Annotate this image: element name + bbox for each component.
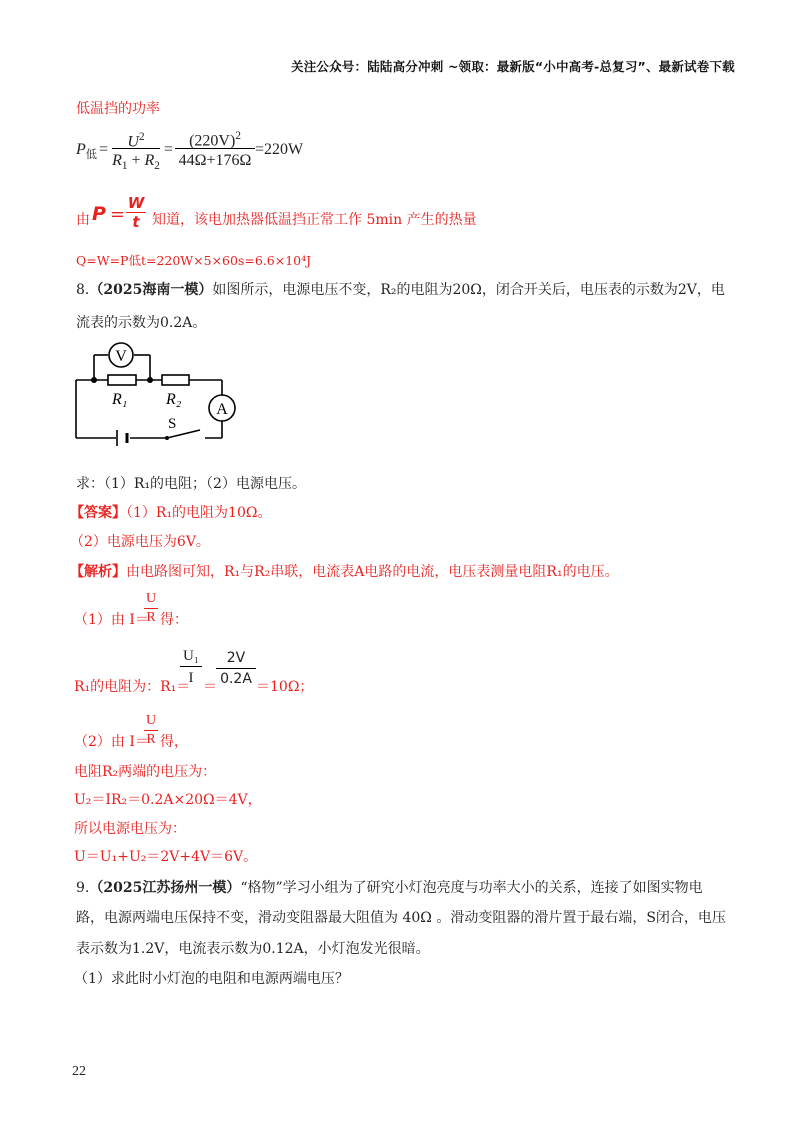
source-title: 所以电源电压为： [74, 821, 186, 837]
q9-number: 9. [76, 880, 90, 896]
source-calc: U＝U₁+U₂＝2V+4V＝6V。 [74, 849, 258, 865]
switch-label: S [168, 416, 177, 432]
q9-line1 [76, 878, 703, 898]
u2-calc: U₂＝IR₂＝0.2A×20Ω＝4V， [74, 792, 262, 808]
heat-line-w: W [127, 194, 145, 212]
answer-tag: 【答案】 [70, 505, 126, 521]
r2-resistor [162, 375, 189, 385]
heat-line-p: P [92, 203, 106, 225]
r2-label: R₂ [166, 391, 182, 408]
heat-line-eq: = [110, 204, 126, 225]
frac1-num-sup: 2 [138, 131, 145, 143]
q9-text1: “格物”学习小组为了研究小灯泡亮度与功率大小的关系，连接了如图实物电 [240, 880, 703, 896]
frac1-den-a: R [112, 152, 122, 169]
frac1-den-a-sub: 1 [121, 160, 128, 173]
q8-line1 [76, 280, 725, 300]
r1-eq: ＝ [203, 679, 217, 695]
frac2-num: (220V) [189, 132, 236, 150]
frac1-den-plus: + [131, 152, 141, 169]
r1-label: R₁ [112, 391, 128, 408]
q8-source: （2025海南一模） [89, 282, 213, 298]
step2-num: U [145, 713, 157, 728]
formula-eq1: = [99, 141, 109, 158]
junction-dot [147, 377, 153, 383]
ammeter-label: A [216, 401, 228, 418]
heat-line-you: 由 [76, 212, 90, 228]
page-header: 关注公众号：陆陆高分冲刺 ~领取：最新版“小中高考-总复习”、最新试卷下载 [291, 59, 735, 74]
formula-lhs-sub: 低 [85, 149, 97, 162]
low-power-title: 低温挡的功率 [76, 101, 160, 117]
r1-frac2-den: 0.2A [220, 671, 252, 687]
r1-resistor [108, 375, 136, 385]
step1-num: U [145, 591, 157, 606]
junction-dot [91, 377, 97, 383]
step2-den: R [146, 732, 156, 747]
step1-den: R [146, 610, 156, 625]
q8-ask: 求：（1）R₁的电阻；（2）电源电压。 [76, 476, 306, 492]
q9-source: （2025江苏扬州一模） [89, 880, 241, 896]
q9-text2: 路，电源两端电压保持不变，滑动变阻器最大阻值为 40Ω 。滑动变阻器的滑片置于最右端，S闭合，电压 [76, 910, 726, 926]
r1-frac1-den: I [188, 670, 194, 686]
frac2-num-sup: 2 [235, 130, 241, 142]
analysis-tag: 【解析】 [70, 564, 126, 580]
formula-lhs: P [76, 141, 86, 158]
step1-prefix: （1）由 I＝ [74, 612, 149, 628]
q-line: Q=W=P低t=220W×5×60s=6.6×10⁴J [76, 253, 312, 268]
q8-answer1 [70, 503, 271, 523]
u2-title: 电阻R₂两端的电压为： [74, 764, 217, 780]
q8-text2: 流表的示数为0.2A。 [76, 315, 207, 331]
q9-sub1: （1）求此时小灯泡的电阻和电源两端电压？ [74, 971, 349, 987]
formula-eq2: = [164, 141, 174, 158]
frac1-den-b-sub: 2 [154, 160, 160, 173]
answer1-text: （1）R₁的电阻为10Ω。 [126, 505, 272, 521]
r1-frac1-num: U₁ [182, 648, 200, 664]
q9-text3: 表示数为1.2V，电流表示数为0.12A，小灯泡发光很暗。 [76, 941, 430, 957]
formula-result: =220W [255, 141, 304, 158]
r1-prefix: R₁的电阻为：R₁＝ [74, 679, 191, 695]
frac1-den-b: R [144, 152, 155, 169]
voltmeter-label: V [115, 348, 127, 365]
q8-analysis [70, 562, 619, 582]
heat-line-rest: 知道，该电加热器低温挡正常工作 5min 产生的热量 [152, 212, 477, 228]
q8-text1: 如图所示，电源电压不变，R₂的电阻为20Ω，闭合开关后，电压表的示数为2V，电 [212, 282, 725, 298]
r1-frac2-num: 2V [226, 650, 246, 666]
frac2-den: 44Ω+176Ω [178, 152, 252, 169]
switch-pivot [165, 436, 169, 440]
circuit-diagram [70, 342, 245, 446]
analysis-text: 由电路图可知，R₁与R₂串联，电流表A电路的电流，电压表测量电阻R₁的电压。 [126, 564, 619, 580]
step2-prefix: （2）由 I＝ [74, 734, 149, 750]
step1-suffix: 得： [160, 612, 188, 628]
q8-answer2: （2）电源电压为6V。 [70, 534, 210, 550]
heat-line-t: t [132, 213, 140, 231]
frac1-num: U [127, 133, 139, 151]
r1-result: ＝10Ω； [256, 679, 314, 695]
q8-number: 8. [76, 282, 90, 298]
page-number: 22 [72, 1064, 86, 1079]
step2-suffix: 得， [160, 734, 188, 750]
